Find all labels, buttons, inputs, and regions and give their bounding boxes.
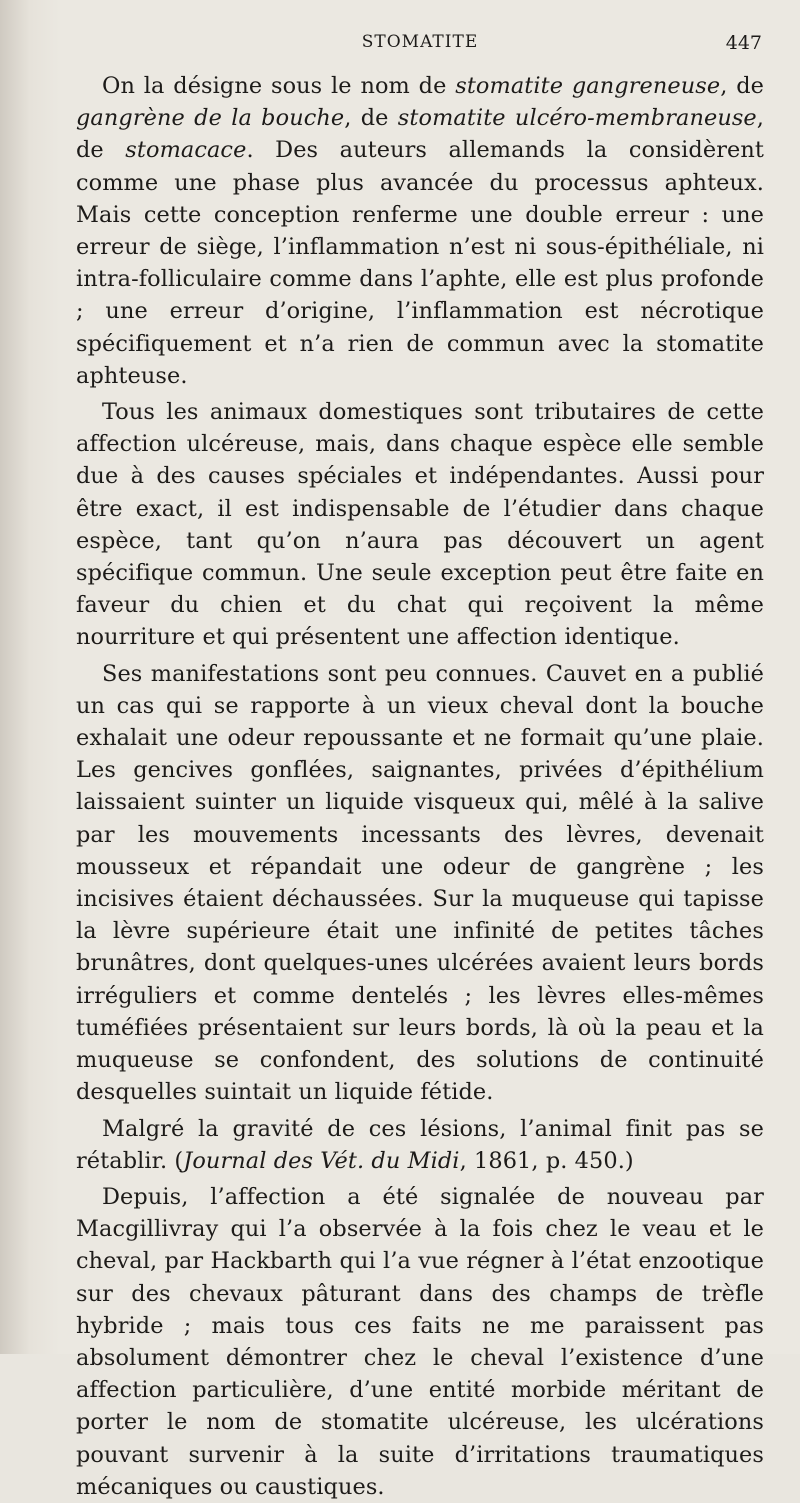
italic-text: stomacace	[125, 137, 247, 164]
text-run: Malgré la gravité de ces lésions, l’animal finit pas se rétablir. (	[76, 1115, 764, 1174]
text-run: , 1861, p. 450.)	[459, 1147, 634, 1174]
paragraph	[76, 70, 764, 392]
text-run: , de	[720, 73, 764, 99]
text-run: On la désigne sous le nom de	[102, 73, 456, 99]
paragraph	[76, 1181, 764, 1503]
text-run: . Des auteurs allemands la considèrent comme une phase plus avancée du processus aphteux. Mais cette conception renferme une double erreur : une erreur de siège, l’inflammation n’est ni sous-épithéliale, ni intra-folliculaire comme dans l’aphte, elle est plus profonde ; une erreur d’origine, l’inflammation est nécrotique spécifiquement et n’a rien de commun avec la stomatite aphteuse.	[76, 137, 764, 389]
italic-text: gangrène de la bouche	[76, 105, 345, 132]
page-number: 447	[725, 32, 762, 54]
italic-text: Journal des Vét. du Midi	[183, 1147, 460, 1174]
paragraph	[76, 396, 764, 654]
text-run: , de	[344, 105, 398, 132]
italic-text: stomatite ulcéro-membraneuse	[397, 105, 757, 132]
text-run: Tous les animaux domestiques sont tributaires de cette affection ulcéreuse, mais, dans chaque espèce elle semble due à des causes spéciales et indépendantes. Aussi pour être exact, il est indispensable de l’étudier dans chaque espèce, tant qu’on n’aura pas découvert un agent spécifique commun. Une seule exception peut être faite en faveur du chien et du chat qui reçoivent la même nourriture et qui présentent une affection identique.	[76, 399, 764, 651]
text-run: Depuis, l’affection a été signalée de nouveau par Macgillivray qui l’a observée à la fois chez le veau et le cheval, par Hackbarth qui l’a vue régner à l’état enzootique sur des chevaux pâturant dans des champs de trèfle hybride ; mais tous ces faits ne me paraissent pas absolument démontrer chez le cheval l’existence d’une affection particulière, d’une entité morbide méritant de porter le nom de stomatite ulcéreuse, les ulcérations pouvant survenir à la suite d’irritations traumatiques mécaniques ou caustiques.	[76, 1183, 764, 1500]
body-text	[76, 70, 764, 1503]
running-head	[76, 28, 764, 58]
text-run: , de	[76, 105, 765, 164]
italic-text: stomatite gangreneuse	[455, 73, 721, 99]
text-run: Ses manifestations sont peu connues. Cauvet en a publié un cas qui se rapporte à un vieux cheval dont la bouche exhalait une odeur repoussante et ne formait qu’une plaie. Les gencives gonflées, saignantes, privées d’épithélium laissaient suinter un liquide visqueux qui, mêlé à la salive par les mouvements incessants des lèvres, devenait mousseux et répandait une odeur de gangrène ; les incisives étaient déchaussées. Sur la muqueuse qui tapisse la lèvre supérieure était une infinité de petites tâches brunâtres, dont quelques-unes ulcérées avaient leurs bords irréguliers et comme dentelés ; les lèvres elles-mêmes tuméfiées présentaient sur leurs bords, là où la peau et la muqueuse se confondent, des solutions de continuité desquelles suintait un liquide fétide.	[76, 660, 764, 1106]
paragraph	[76, 1113, 764, 1177]
running-title: STOMATITE	[361, 32, 479, 52]
paragraph	[76, 658, 764, 1109]
